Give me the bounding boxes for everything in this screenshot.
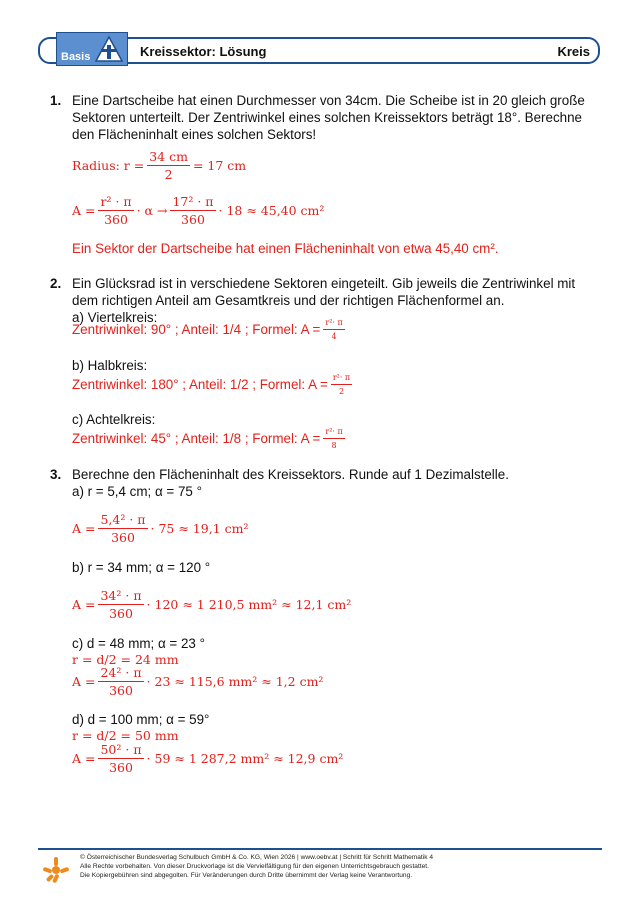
q3-c-den: 360: [109, 683, 133, 698]
q2-a-label: a) Viertelkreis:: [72, 310, 158, 325]
q3-b-formula: [72, 589, 351, 620]
q1-answer: Ein Sektor der Dartscheibe hat einen Flächeninhalt von etwa 45,40 cm².: [72, 241, 499, 256]
q2-b-fraction: [331, 373, 352, 396]
q3-d-result: · 59 ≈ 1 287,2 mm² ≈ 12,9 cm²: [146, 751, 344, 766]
publisher-logo-icon: [42, 856, 70, 884]
subject-label: Kreis: [557, 44, 590, 59]
q3-a-den: 360: [111, 530, 135, 545]
q3-b-label: b) r = 34 mm; α = 120 °: [72, 560, 211, 575]
q2-c-fraction: [323, 427, 344, 450]
q2-text: Ein Glücksrad ist in verschiedene Sektoren eingeteilt. Gib jeweils die Zentriwinkel mit dem richtigen Anteil am Gesamtkreis und der richtigen Flächenformel an.: [72, 276, 576, 308]
q2-b-den: 2: [338, 387, 345, 396]
q3-b-num: 34² · π: [100, 588, 142, 603]
q3-number: 3.: [50, 467, 62, 482]
page-title: Kreissektor: Lösung: [140, 44, 267, 59]
q1-area-num2: 17² · π: [172, 194, 214, 209]
q2-c-answer: [72, 427, 592, 450]
q3-b-fraction: [98, 589, 143, 620]
q3-c-label: c) d = 48 mm; α = 23 °: [72, 636, 205, 651]
q2-b-num: r²· π: [331, 373, 352, 385]
q3-d-formula: [72, 743, 343, 774]
badge-label: Basis: [61, 51, 91, 63]
q3-c-result: · 23 ≈ 115,6 mm² ≈ 1,2 cm²: [146, 674, 324, 689]
q2-a-answer-text: Zentriwinkel: 90° ; Anteil: 1/4 ; Formel: A =: [72, 322, 321, 337]
q1-text: Eine Dartscheibe hat einen Durchmesser von 34cm. Die Scheibe ist in 20 gleich große Sektoren unterteilt. Der Zentriwinkel eines solchen Kreissektors beträgt 18°. Berechne den Flächeninhalt eines solchen Sektors!: [72, 93, 585, 142]
q2-c-num: r²· π: [323, 427, 344, 439]
q1-area-result: · 18 ≈ 45,40 cm²: [218, 203, 325, 218]
footer-line-2: Alle Rechte vorbehalten. Von dieser Druckvorlage ist die Vervielfältigung für den eigenen Unterrichtsgebrauch gestattet.: [80, 863, 429, 870]
footer-line-3: Die Kopiergebühren sind abgegolten. Für Veränderungen durch Dritte übernimmt der Verlag keine Verantwortung.: [80, 872, 413, 879]
q3-d-prefix: A =: [72, 751, 96, 766]
q2-a-num: r²· π: [323, 318, 344, 330]
q3-d-label: d) d = 100 mm; α = 59°: [72, 712, 210, 727]
q1-radius-fraction: [147, 150, 190, 181]
q3-b-result: · 120 ≈ 1 210,5 mm² ≈ 12,1 cm²: [146, 597, 352, 612]
q1-radius-prefix: Radius: r =: [72, 158, 145, 173]
q3-c-prefix: A =: [72, 674, 96, 689]
q1-area-fraction2: [170, 195, 215, 226]
q2-b-label: b) Halbkreis:: [72, 358, 148, 373]
q3-c-radius: r = d/2 = 24 mm: [72, 652, 179, 667]
footer-divider: [38, 848, 602, 850]
q1-area-mid: · α →: [136, 203, 168, 218]
q3-b-prefix: A =: [72, 597, 96, 612]
q3-b-den: 360: [109, 606, 133, 621]
q2-a-den: 4: [331, 332, 337, 341]
triangle-icon: [94, 35, 124, 63]
q1-area-den1: 360: [104, 212, 128, 227]
q2-c-label: c) Achtelkreis:: [72, 412, 156, 427]
q3-d-radius: r = d/2 = 50 mm: [72, 728, 179, 743]
q3-a-label: a) r = 5,4 cm; α = 75 °: [72, 484, 202, 499]
q2-b-answer-text: Zentriwinkel: 180° ; Anteil: 1/2 ; Formel: A =: [72, 377, 328, 392]
q2-number: 2.: [50, 276, 62, 291]
q3-a-result: · 75 ≈ 19,1 cm²: [150, 521, 249, 536]
level-badge: [56, 32, 128, 66]
q3-d-fraction: [98, 743, 143, 774]
q3-d-num: 50² · π: [100, 742, 142, 757]
footer-line-1: © Österreichischer Bundesverlag Schulbuch GmbH & Co. KG, Wien 2026 | www.oebv.at | Schritt für Schritt Mathematik 4: [80, 854, 434, 861]
q3-a-prefix: A =: [72, 521, 96, 536]
q1-area-den2: 360: [181, 212, 205, 227]
q3-a-num: 5,4² · π: [100, 512, 146, 527]
q1-area-formula: [72, 195, 324, 226]
q1-number: 1.: [50, 93, 62, 108]
q1-radius-formula: [72, 150, 246, 181]
q2-a-answer: [72, 318, 592, 341]
q2-c-den: 8: [331, 441, 337, 450]
q1-radius-num: 34 cm: [149, 149, 188, 164]
q2-b-answer: [72, 373, 592, 396]
q1-area-fraction1: [98, 195, 133, 226]
q1-radius-result: = 17 cm: [192, 158, 247, 173]
q1-radius-den: 2: [164, 167, 173, 182]
q3-d-den: 360: [109, 760, 133, 775]
q2-c-answer-text: Zentriwinkel: 45° ; Anteil: 1/8 ; Formel: A =: [72, 431, 321, 446]
q3-c-num: 24² · π: [100, 665, 142, 680]
q3-a-fraction: [98, 513, 147, 544]
q1-area-num1: r² · π: [100, 194, 132, 209]
q3-a-formula: [72, 513, 248, 544]
q3-c-fraction: [98, 666, 143, 697]
footer-copyright: [80, 853, 433, 880]
q2-a-fraction: [323, 318, 344, 341]
q3-c-formula: [72, 666, 323, 697]
q1-area-prefix: A =: [72, 203, 96, 218]
q3-text: Berechne den Flächeninhalt des Kreissektors. Runde auf 1 Dezimalstelle.: [72, 467, 509, 482]
